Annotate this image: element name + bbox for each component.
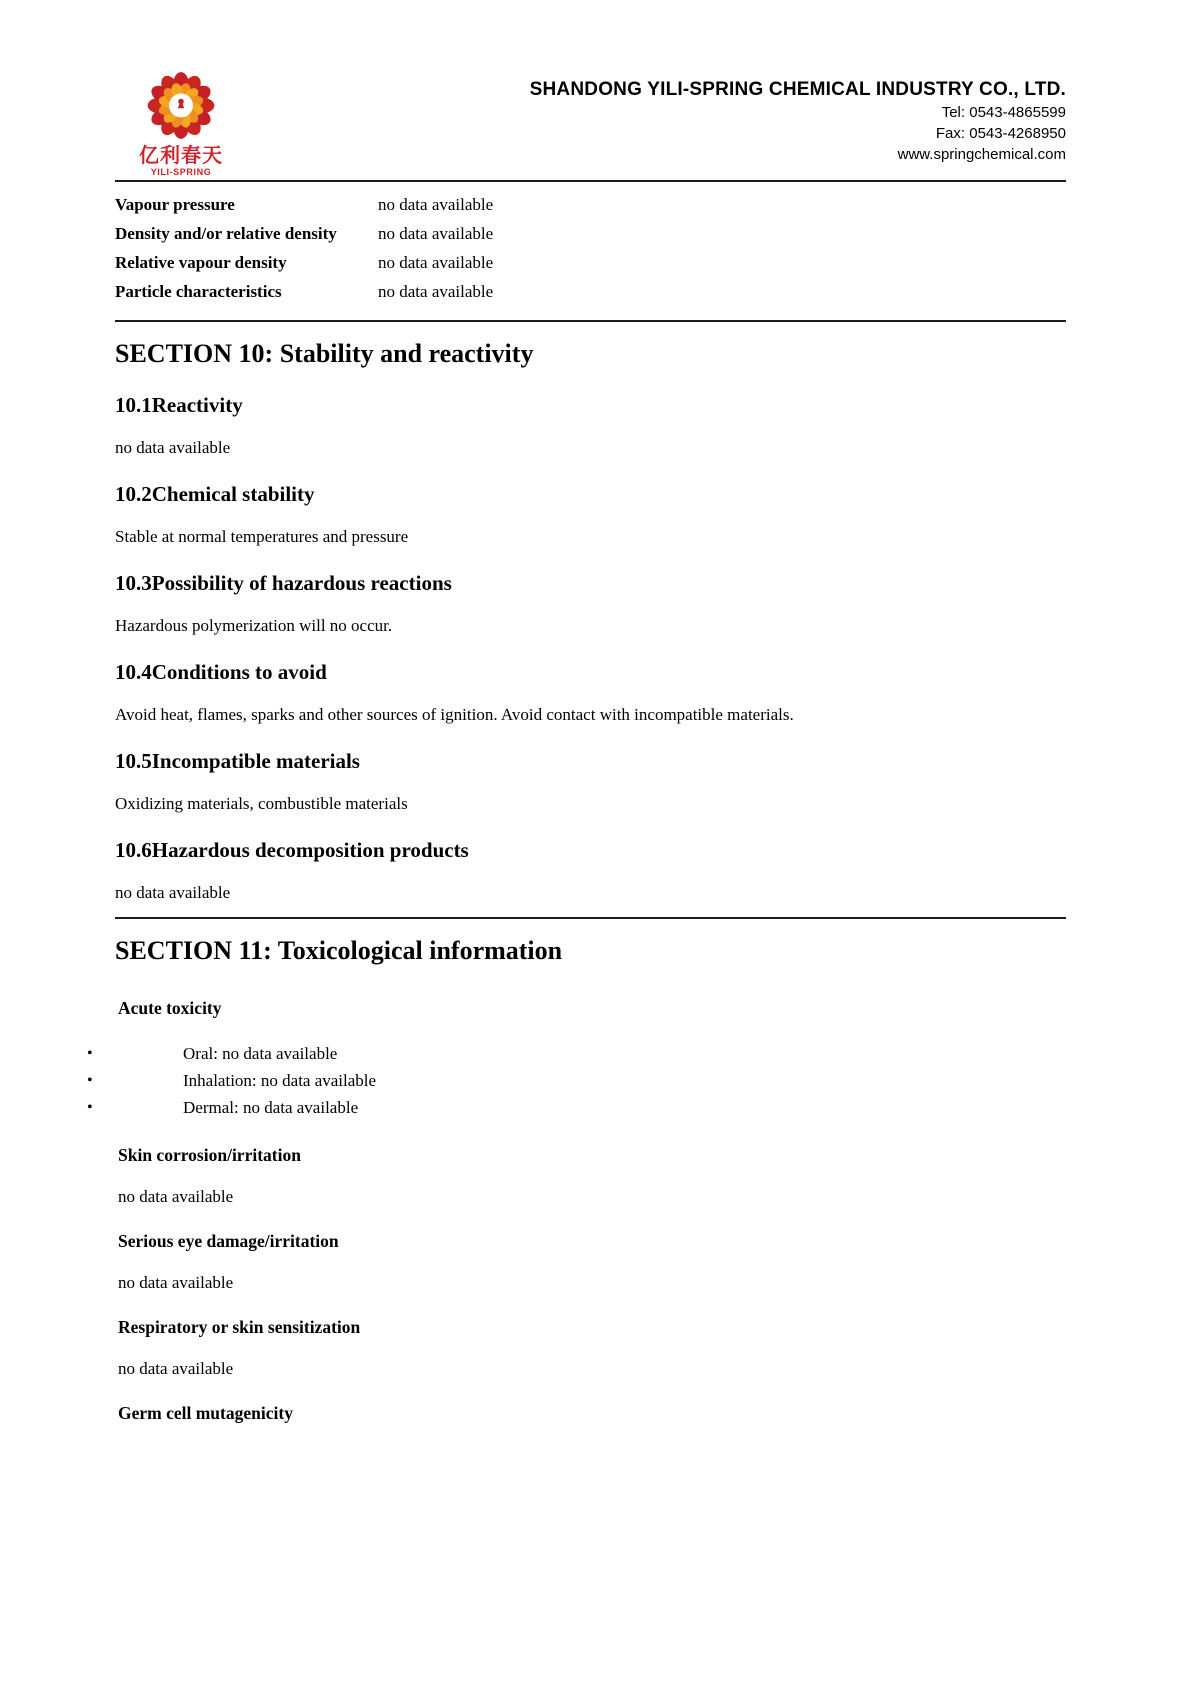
property-row (115, 190, 1066, 219)
property-value: no data available (378, 224, 494, 243)
property-value: no data available (378, 282, 494, 301)
list-item-text: Dermal: no data available (183, 1098, 359, 1117)
subsection-heading: 10.6Hazardous decomposition products (115, 838, 469, 862)
property-label: Density and/or relative density (115, 224, 337, 243)
subsection-body: no data available (115, 883, 231, 902)
toxicology-heading: Serious eye damage/irritation (118, 1231, 339, 1251)
toxicology-body: no data available (118, 1273, 234, 1292)
company-fax: Fax: 0543-4268950 (935, 125, 1066, 142)
company-contact-block (530, 70, 1066, 165)
list-item (87, 1094, 1066, 1121)
list-item (87, 1067, 1066, 1094)
company-logo (131, 70, 231, 177)
subsection-heading: 10.2Chemical stability (115, 482, 315, 506)
physical-properties-table (115, 190, 1066, 306)
section-10-subsection (115, 482, 1066, 547)
property-row (115, 219, 1066, 248)
section-10-subsection (115, 660, 1066, 725)
property-label: Vapour pressure (115, 195, 235, 214)
toxicology-body: no data available (118, 1359, 234, 1378)
section-11 (87, 917, 1066, 1423)
section-10-subsection (115, 838, 1066, 903)
company-tel: Tel: 0543-4865599 (941, 104, 1066, 121)
bullet-icon: • (87, 1045, 93, 1062)
logo-latin-text: YILI-SPRING (150, 167, 212, 177)
property-value: no data available (378, 253, 494, 272)
section-10-title: SECTION 10: Stability and reactivity (115, 339, 534, 368)
acute-toxicity-heading: Acute toxicity (118, 998, 222, 1018)
flower-logo-icon (136, 70, 226, 140)
section-10-subsection (115, 571, 1066, 636)
property-value: no data available (378, 195, 494, 214)
toxicology-entry (115, 1403, 1066, 1423)
header-divider (115, 180, 1066, 182)
page-header (115, 0, 1066, 177)
acute-toxicity-list (87, 1040, 1066, 1121)
subsection-heading: 10.1Reactivity (115, 393, 243, 417)
section-11-title: SECTION 11: Toxicological information (115, 936, 563, 965)
logo-chinese-text: 亿利春天 (139, 145, 223, 167)
subsection-body: Hazardous polymerization will no occur. (115, 616, 393, 635)
toxicology-entry (115, 1231, 1066, 1293)
property-label: Relative vapour density (115, 253, 287, 272)
list-item (87, 1040, 1066, 1067)
property-label: Particle characteristics (115, 282, 282, 301)
section-10-subsection (115, 393, 1066, 458)
subsection-body: Oxidizing materials, combustible materials (115, 794, 408, 813)
toxicology-heading: Respiratory or skin sensitization (118, 1317, 361, 1337)
subsection-heading: 10.3Possibility of hazardous reactions (115, 571, 452, 595)
bullet-icon: • (87, 1072, 93, 1089)
list-item-text: Inhalation: no data available (183, 1071, 377, 1090)
toxicology-body: no data available (118, 1187, 234, 1206)
section-10 (115, 320, 1066, 903)
subsection-body: Stable at normal temperatures and pressure (115, 527, 409, 546)
toxicology-entry (115, 1317, 1066, 1379)
bullet-icon: • (87, 1099, 93, 1116)
section-divider (115, 320, 1066, 322)
toxicology-heading: Germ cell mutagenicity (118, 1403, 293, 1423)
toxicology-heading: Skin corrosion/irritation (118, 1145, 301, 1165)
section-divider (115, 917, 1066, 919)
list-item-text: Oral: no data available (183, 1044, 338, 1063)
subsection-body: no data available (115, 438, 231, 457)
property-row (115, 277, 1066, 306)
toxicology-entry (115, 1145, 1066, 1207)
property-row (115, 248, 1066, 277)
company-name: SHANDONG YILI-SPRING CHEMICAL INDUSTRY CO., LTD. (529, 79, 1066, 100)
section-10-subsection (115, 749, 1066, 814)
subsection-heading: 10.4Conditions to avoid (115, 660, 327, 684)
company-website: www.springchemical.com (897, 146, 1066, 163)
subsection-body: Avoid heat, flames, sparks and other sources of ignition. Avoid contact with incompatible materials. (115, 705, 794, 724)
subsection-heading: 10.5Incompatible materials (115, 749, 360, 773)
